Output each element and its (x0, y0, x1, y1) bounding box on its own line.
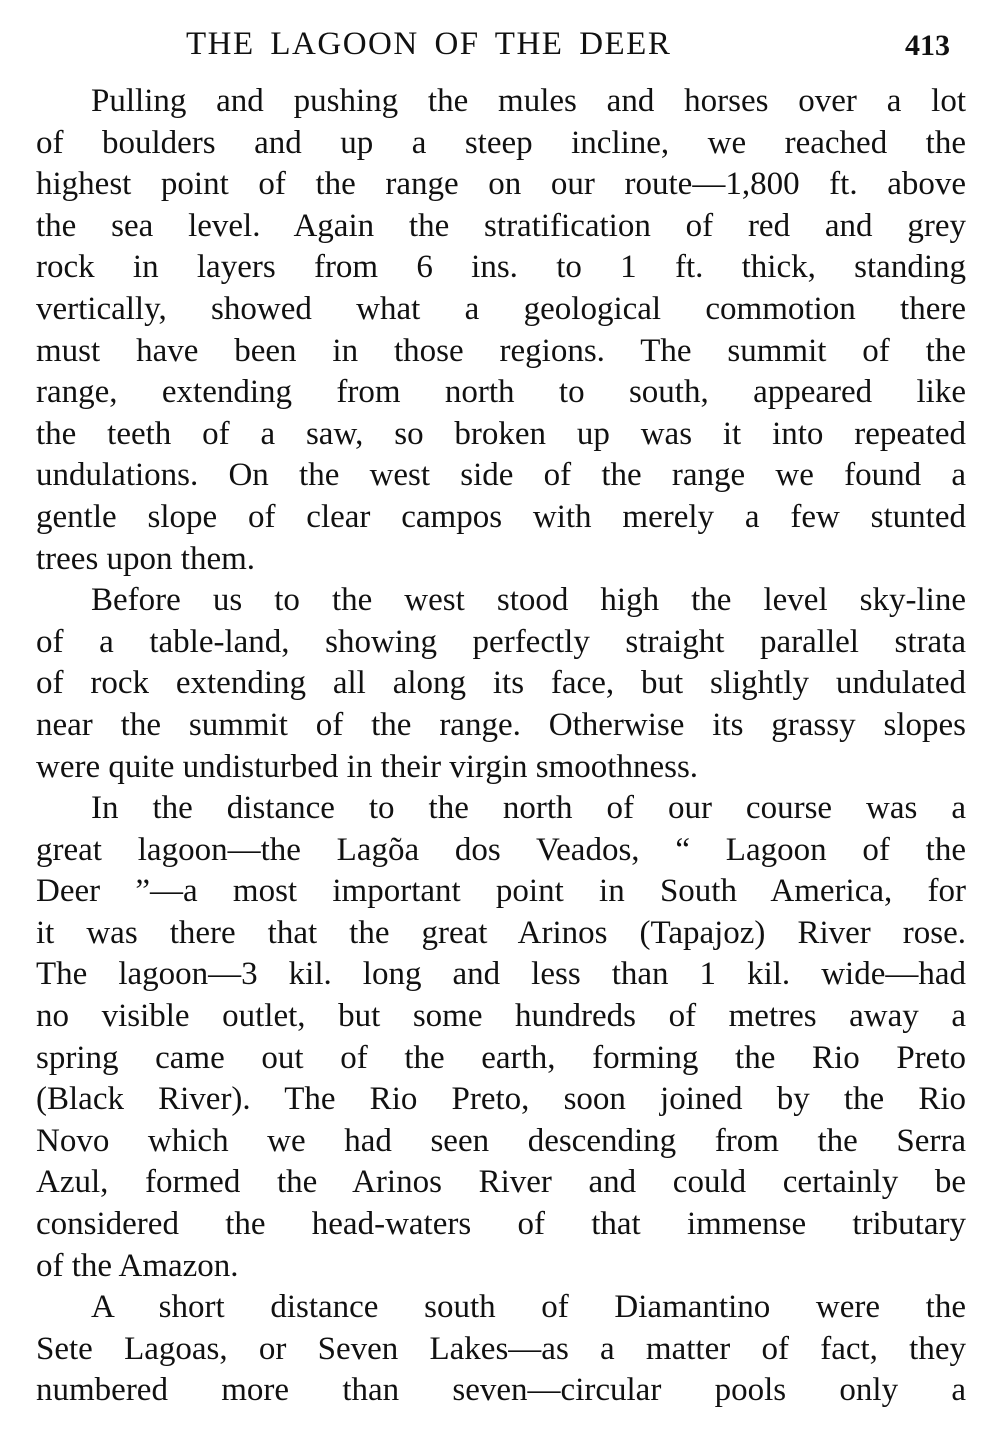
text-line: undulations. On the west side of the range we found a (36, 457, 966, 494)
text-line: of a table-land, showing perfectly straight parallel strata (36, 623, 966, 660)
running-title: THE LAGOON OF THE DEER (186, 26, 672, 62)
text-line: In the distance to the north of our course was a (91, 790, 966, 827)
text-line: great lagoon—the Lagõa dos Veados, “ Lagoon of the (36, 831, 966, 868)
paragraph (36, 580, 966, 788)
text-line: spring came out of the earth, forming the Rio Preto (36, 1039, 966, 1076)
text-line: range, extending from north to south, appeared like (36, 374, 966, 411)
paragraph (36, 1287, 966, 1412)
text-line: no visible outlet, but some hundreds of metres away a (36, 998, 966, 1035)
text-line: Pulling and pushing the mules and horses over a lot (91, 83, 966, 119)
text-line: the teeth of a saw, so broken up was it into repeated (36, 415, 966, 452)
page-header (0, 22, 1000, 66)
text-line: Before us to the west stood high the level sky-line (91, 582, 966, 619)
text-line: vertically, showed what a geological commotion there (36, 290, 966, 327)
text-line: highest point of the range on our route—1,800 ft. above (36, 166, 966, 203)
paragraph (36, 788, 966, 1287)
text-line: (Black River). The Rio Preto, soon joined by the Rio (36, 1081, 966, 1118)
text-line: Deer ”—a most important point in South America, for (36, 873, 966, 910)
text-line: Sete Lagoas, or Seven Lakes—as a matter of fact, they (36, 1330, 966, 1367)
text-line: gentle slope of clear campos with merely a few stunted (36, 498, 966, 535)
text-line: must have been in those regions. The summit of the (36, 332, 966, 369)
text-line: considered the head-waters of that immense tributary (36, 1206, 966, 1243)
body-text (36, 81, 966, 1412)
text-line: rock in layers from 6 ins. to 1 ft. thick, standing (36, 249, 966, 286)
text-line: of rock extending all along its face, but slightly undulated (36, 665, 966, 702)
text-line: were quite undisturbed in their virgin smoothness. (36, 748, 699, 785)
text-line: near the summit of the range. Otherwise its grassy slopes (36, 706, 966, 743)
text-line: A short distance south of Diamantino were the (91, 1289, 966, 1326)
text-line: of the Amazon. (36, 1247, 239, 1284)
text-line: numbered more than seven—circular pools only a (36, 1372, 966, 1409)
page-number: 413 (905, 29, 950, 62)
text-line: Novo which we had seen descending from the Serra (36, 1122, 966, 1159)
text-line: the sea level. Again the stratification of red and grey (36, 207, 966, 244)
text-line: it was there that the great Arinos (Tapajoz) River rose. (36, 914, 966, 951)
text-line: trees upon them. (36, 540, 256, 577)
text-line: The lagoon—3 kil. long and less than 1 kil. wide—had (36, 956, 966, 993)
paragraph (36, 81, 966, 580)
text-line: Azul, formed the Arinos River and could certainly be (36, 1164, 966, 1201)
text-line: of boulders and up a steep incline, we reached the (36, 124, 966, 161)
